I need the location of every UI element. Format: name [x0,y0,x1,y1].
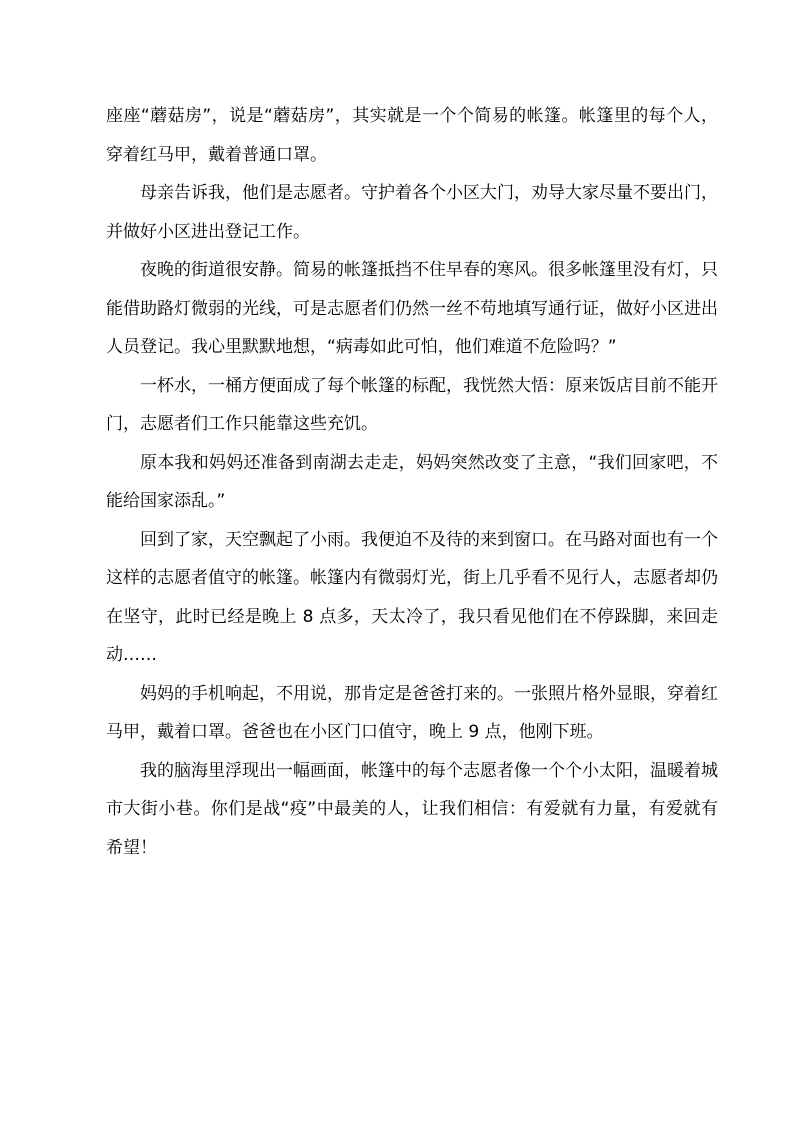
paragraph-4: 一杯水，一桶方便面成了每个帐篷的标配，我恍然大悟：原来饭店目前不能开门，志愿者们工作只能靠这些充饥。 [106,375,718,434]
paragraph-1: 座座“蘑菇房”，说是“蘑菇房”，其实就是一个个简易的帐篷。帐篷里的每个人，穿着红马甲，戴着普通口罩。 [106,106,718,165]
paragraph-6: 回到了家，天空飘起了小雨。我便迫不及待的来到窗口。在马路对面也有一个这样的志愿者值守的帐篷。帐篷内有微弱灯光，街上几乎看不见行人，志愿者却仍在坚守，此时已经是晚上 8 点多，天太冷了，我只看见他们在不停跺脚，来回走动…… [106,529,718,665]
paragraph-5: 原本我和妈妈还准备到南湖去走走，妈妈突然改变了主意，“我们回家吧，不能给国家添乱。” [106,452,718,511]
paragraph-7: 妈妈的手机响起，不用说，那肯定是爸爸打来的。一张照片格外显眼，穿着红马甲，戴着口罩。爸爸也在小区门口值守，晚上 9 点，他刚下班。 [106,683,718,742]
paragraph-3: 夜晚的街道很安静。简易的帐篷抵挡不住早春的寒风。很多帐篷里没有灯，只能借助路灯微弱的光线，可是志愿者们仍然一丝不苟地填写通行证，做好小区进出人员登记。我心里默默地想，“病毒如此可怕，他们难道不危险吗？” [106,260,718,357]
paragraph-2: 母亲告诉我，他们是志愿者。守护着各个小区大门，劝导大家尽量不要出门，并做好小区进出登记工作。 [106,183,718,242]
essay-body [106,97,718,867]
paragraph-8: 我的脑海里浮现出一幅画面，帐篷中的每个志愿者像一个个小太阳，温暖着城市大街小巷。你们是战“疫”中最美的人，让我们相信：有爱就有力量，有爱就有希望！ [106,760,718,858]
